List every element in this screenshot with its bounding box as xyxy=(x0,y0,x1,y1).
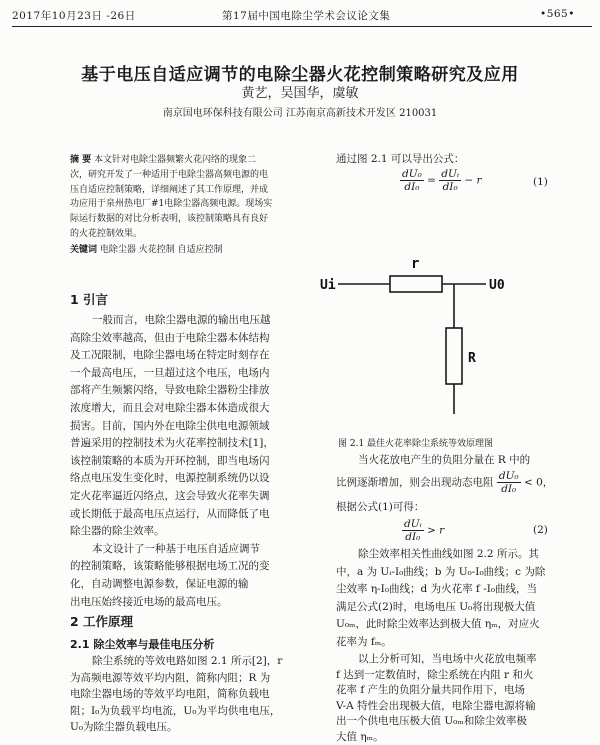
paragraph-line: f 达到一定数值时，除尘系统在内阻 r 和火 xyxy=(336,668,568,684)
paragraph-line: 的控制策略，该策略能够根据电场工况的变 xyxy=(70,558,296,576)
paragraph-line: 出一个供电电压极大值 U₀ₘ和除尘效率极 xyxy=(336,714,568,730)
paragraph-line: 当火花放电产生的负阻分量在 R 中的 xyxy=(336,452,568,470)
paragraph-line: 定火花率逼近闪络点，这会导致火花率失调 xyxy=(70,488,296,506)
right-paragraph-c xyxy=(336,652,568,745)
label-r: r xyxy=(411,256,419,272)
header-page-number: •565• xyxy=(540,8,575,20)
section-2-heading: 2 工作原理 xyxy=(70,612,133,630)
keywords-label: 关键词 xyxy=(70,245,97,255)
paragraph-line: 花率 f 产生的负阻分量共同作用下，电场 xyxy=(336,683,568,699)
paragraph-line: 阻；I₀为负载平均电流，U₀为平均供电电压， xyxy=(70,703,296,720)
resistor-R xyxy=(446,328,462,384)
paragraph-line: 络点电压发生变化时，电源控制系统仍以设 xyxy=(70,470,296,488)
paragraph-line: 化，自动调整电源参数，保证电源的输 xyxy=(70,576,296,594)
paragraph-line: 尘效率 η-I₀曲线；d 为火花率 f -I₀曲线，当 xyxy=(336,581,568,599)
paragraph-line: 一般而言，电除尘器电源的输出电压越 xyxy=(70,312,296,330)
equation-2-number: (2) xyxy=(533,524,548,536)
keywords: 电除尘器 火花控制 自适应控制 xyxy=(100,245,223,255)
paragraph-line: 中，a 为 Uᵢ-I₀曲线；b 为 U₀-I₀曲线；c 为除 xyxy=(336,564,568,582)
paragraph-line: 大值 ηₘ。 xyxy=(336,730,568,745)
paragraph-line: 部将产生频繁闪络，导致电除尘器粉尘排放 xyxy=(70,382,296,400)
authors: 黄艺，吴国华，虞敏 xyxy=(0,82,600,101)
abstract-line: 压自适应控制策略，详细阐述了其工作原理，并成 xyxy=(70,183,310,198)
inline-text: < 0， xyxy=(524,476,553,488)
inline-frac-den: dI₀ xyxy=(497,483,521,495)
equation-intro: 通过图 2.1 可以导出公式： xyxy=(336,151,464,169)
paragraph-line: 损害。目前，国内外在电除尘供电电源领域 xyxy=(70,418,296,436)
inline-text: 比例逐渐增加，则会出现动态电阻 xyxy=(336,476,494,488)
eq1-rhs-den: dI₀ xyxy=(439,181,461,193)
equation-1-number: (1) xyxy=(533,176,548,188)
resistor-r xyxy=(390,276,442,292)
paragraph-line: 一个最高电压，一旦超过这个电压，电场内 xyxy=(70,365,296,383)
abstract xyxy=(70,153,310,258)
paragraph-line: 电除尘器电场的等效平均电阻，简称负载电 xyxy=(70,686,296,703)
affiliation: 南京国电环保科技有限公司 江苏南京高新技术开发区 210031 xyxy=(0,104,600,119)
equation-1 xyxy=(400,168,481,193)
abstract-line: 次，研究开发了一种适用于电除尘器高频电源的电 xyxy=(70,168,310,183)
header-journal: 第17届中国电除尘学术会议论文集 xyxy=(222,8,390,23)
right-paragraph-b xyxy=(336,546,568,652)
abstract-label: 摘 要 xyxy=(70,155,91,165)
header-rule xyxy=(12,26,592,27)
eq2-rhs: > r xyxy=(427,525,444,537)
eq1-rhs-num: dUᵢ xyxy=(439,168,461,181)
paragraph-line: 浓度增大，而且会对电除尘器本体造成很大 xyxy=(70,400,296,418)
eq1-lhs-num: dU₀ xyxy=(400,168,424,181)
paragraph-line xyxy=(336,470,568,495)
abstract-line: 际运行数据的对比分析表明，该控制策略具有良好 xyxy=(70,212,310,227)
header-date: 2017年10月23日 -26日 xyxy=(12,8,136,23)
figure-caption: 图 2.1 最佳火花率除尘系统等效原理图 xyxy=(338,436,493,449)
equation-2 xyxy=(402,518,444,543)
abstract-line: 本文针对电除尘器频繁火花闪络的现象二 xyxy=(94,155,256,165)
paragraph-line: 除尘效率相关性曲线如图 2.2 所示。其 xyxy=(336,546,568,564)
section-1-heading: 1 引言 xyxy=(70,290,108,308)
paragraph-line: 满足公式(2)时，电场电压 U₀将出现极大值 xyxy=(336,599,568,617)
paragraph-line: 为高频电源等效平均内阻，简称内阻；R 为 xyxy=(70,670,296,687)
paragraph-line: 普遍采用的控制技术为火花率控制技术[1]， xyxy=(70,435,296,453)
paragraph-line: U₀为除尘器负载电压。 xyxy=(70,719,296,736)
paragraph-line: 除尘器的除尘效率。 xyxy=(70,523,296,541)
eq2-lhs-den: dI₀ xyxy=(402,531,424,543)
paragraph-line: V-A 特性会出现极大值，电除尘器电源将输 xyxy=(336,699,568,715)
paragraph-line: 或长期低于最高电压点运行，从而降低了电 xyxy=(70,506,296,524)
paragraph-line: 及工况限制，电除尘器电场在特定时刻存在 xyxy=(70,347,296,365)
paragraph-line: 本文设计了一种基于电压自适应调节 xyxy=(70,541,296,559)
label-ui: Ui xyxy=(320,278,336,293)
paragraph-line: 根据公式(1)可得： xyxy=(336,499,568,517)
inline-frac-num: dU₀ xyxy=(497,470,521,483)
eq1-equals: = xyxy=(427,175,436,187)
eq2-lhs-num: dUᵢ xyxy=(402,518,424,531)
eq1-tail: − r xyxy=(464,175,481,187)
paragraph-line: 出电压始终接近电场的最高电压。 xyxy=(70,594,296,612)
label-R: R xyxy=(468,351,476,366)
circuit-figure xyxy=(318,246,518,426)
eq1-lhs-den: dI₀ xyxy=(400,181,424,193)
section-1-body xyxy=(70,312,296,611)
abstract-line: 的火花控制效果。 xyxy=(70,227,310,242)
paragraph-line: 该控制策略的本质为开环控制，即当电场闪 xyxy=(70,453,296,471)
label-u0: U0 xyxy=(489,278,505,293)
section-2-1-body xyxy=(70,653,296,736)
paragraph-line: 高除尘效率越高，但由于电除尘器本体结构 xyxy=(70,330,296,348)
right-paragraph-a xyxy=(336,452,568,516)
paragraph-line: 以上分析可知，当电场中火花放电频率 xyxy=(336,652,568,668)
abstract-line: 功应用于泉州热电厂#1电除尘器高频电源。现场实 xyxy=(70,197,310,212)
paragraph-line: 除尘系统的等效电路如图 2.1 所示[2]，r xyxy=(70,653,296,670)
paper-title: 基于电压自适应调节的电除尘器火花控制策略研究及应用 xyxy=(0,60,600,85)
paragraph-line: 花率为 fₘ。 xyxy=(336,634,568,652)
section-2-1-heading: 2.1 除尘效率与最佳电压分析 xyxy=(70,636,214,652)
paragraph-line: U₀ₘ，此时除尘效率达到极大值 ηₘ，对应火 xyxy=(336,616,568,634)
